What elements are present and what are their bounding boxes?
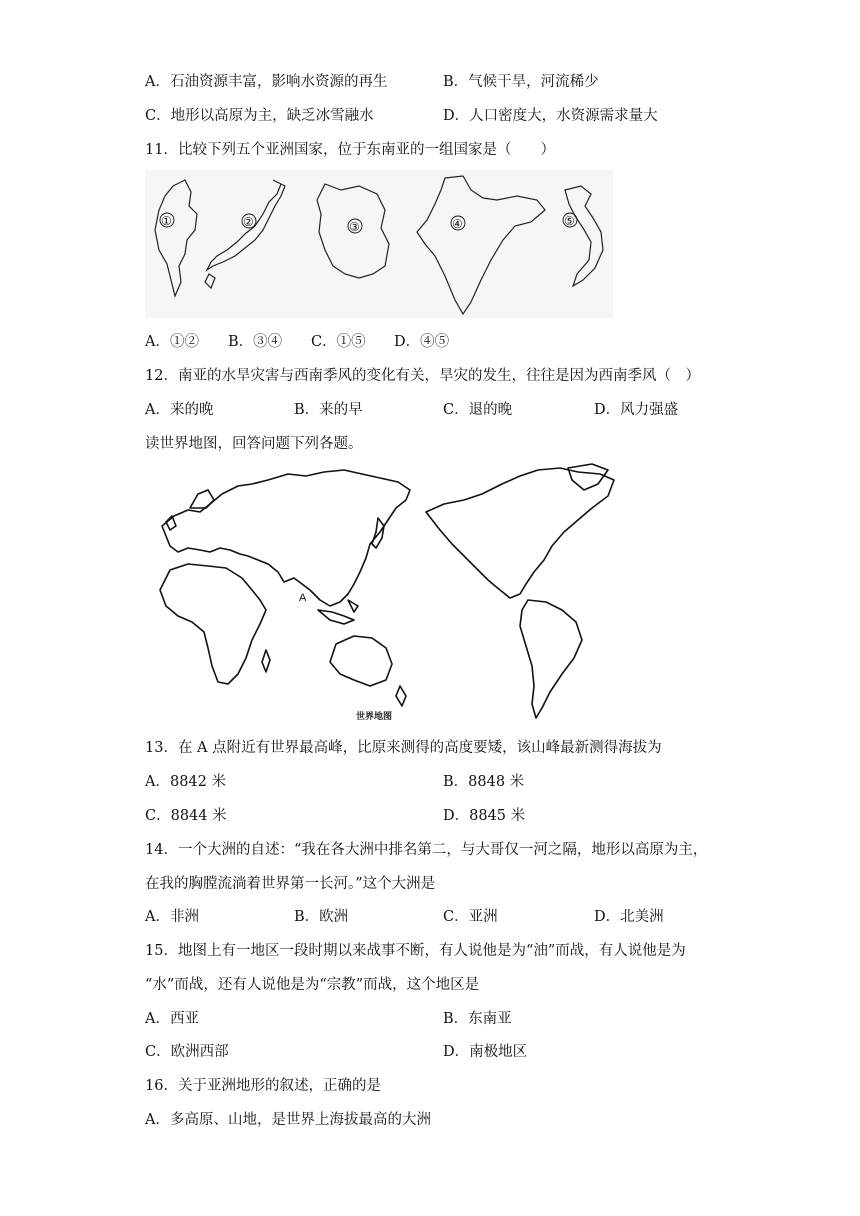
q14-option-a: A．非洲 (145, 909, 199, 925)
q12-option-d: D．风力强盛 (594, 402, 679, 418)
q11-stem: 11．比较下列五个亚洲国家，位于东南亚的一组国家是（ ） (145, 142, 555, 158)
q11-option-d: D．④⑤ (394, 334, 450, 350)
q10-option-d: D．人口密度大，水资源需求量大 (443, 108, 658, 124)
q13-option-b: B．8848 米 (443, 774, 525, 790)
q15-stem-line1: 15．地图上有一地区一段时期以来战事不断，有人说他是为“油”而战，有人说他是为 (145, 943, 686, 959)
figure-label-3: ③ (349, 220, 360, 234)
q14-stem-line1: 14．一个大洲的自述：“我在各大洲中排名第二，与大哥仅一河之隔，地形以高原为主， (145, 842, 708, 858)
q14-option-d: D．北美洲 (594, 909, 664, 925)
figure-label-1: ① (161, 214, 172, 228)
q15-option-c: C．欧洲西部 (145, 1044, 229, 1060)
q13-option-a: A．8842 米 (145, 774, 226, 790)
world-map-caption: 世界地图 (356, 712, 393, 722)
map-intro-text: 读世界地图，回答问题下列各题。 (145, 436, 363, 452)
q15-option-d: D．南极地区 (443, 1044, 528, 1060)
q15-option-a: A．西亚 (145, 1011, 199, 1027)
q13-option-c: C．8844 米 (145, 808, 227, 824)
q10-option-c: C．地形以高原为主，缺乏冰雪融水 (145, 108, 374, 124)
q14-stem-line2: 在我的胸膛流淌着世界第一长河。”这个大洲是 (145, 876, 436, 892)
q11-option-a: A．①② (145, 334, 199, 350)
map-point-a-label: A (299, 592, 307, 604)
five-countries-outline-figure (145, 170, 613, 318)
q16-option-a: A．多高原、山地，是世界上海拔最高的大洲 (145, 1112, 431, 1128)
q12-option-c: C．退的晚 (443, 402, 513, 418)
q16-stem: 16．关于亚洲地形的叙述，正确的是 (145, 1078, 381, 1094)
figure-label-4: ④ (452, 217, 463, 231)
q10-option-a: A．石油资源丰富，影响水资源的再生 (145, 74, 388, 90)
q12-option-a: A．来的晚 (145, 402, 214, 418)
figure-label-5: ⑤ (564, 214, 575, 228)
q14-option-b: B．欧洲 (294, 909, 349, 925)
q13-option-d: D．8845 米 (443, 808, 526, 824)
q15-option-b: B．东南亚 (443, 1011, 512, 1027)
figure-label-2: ② (243, 215, 254, 229)
q12-stem: 12．南亚的水旱灾害与西南季风的变化有关，旱灾的发生，往往是因为西南季风（ ） (145, 368, 700, 384)
q12-option-b: B．来的早 (294, 402, 363, 418)
q11-option-b: B．③④ (228, 334, 283, 350)
q14-option-c: C．亚洲 (443, 909, 498, 925)
q15-stem-line2: “水”而战，还有人说他是为“宗教”而战，这个地区是 (145, 977, 480, 993)
q11-option-c: C．①⑤ (311, 334, 366, 350)
world-map-figure (148, 460, 620, 722)
q10-option-b: B．气候干旱，河流稀少 (443, 74, 599, 90)
q13-stem: 13．在 A 点附近有世界最高峰，比原来测得的高度要矮，该山峰最新测得海拔为 (145, 740, 662, 756)
